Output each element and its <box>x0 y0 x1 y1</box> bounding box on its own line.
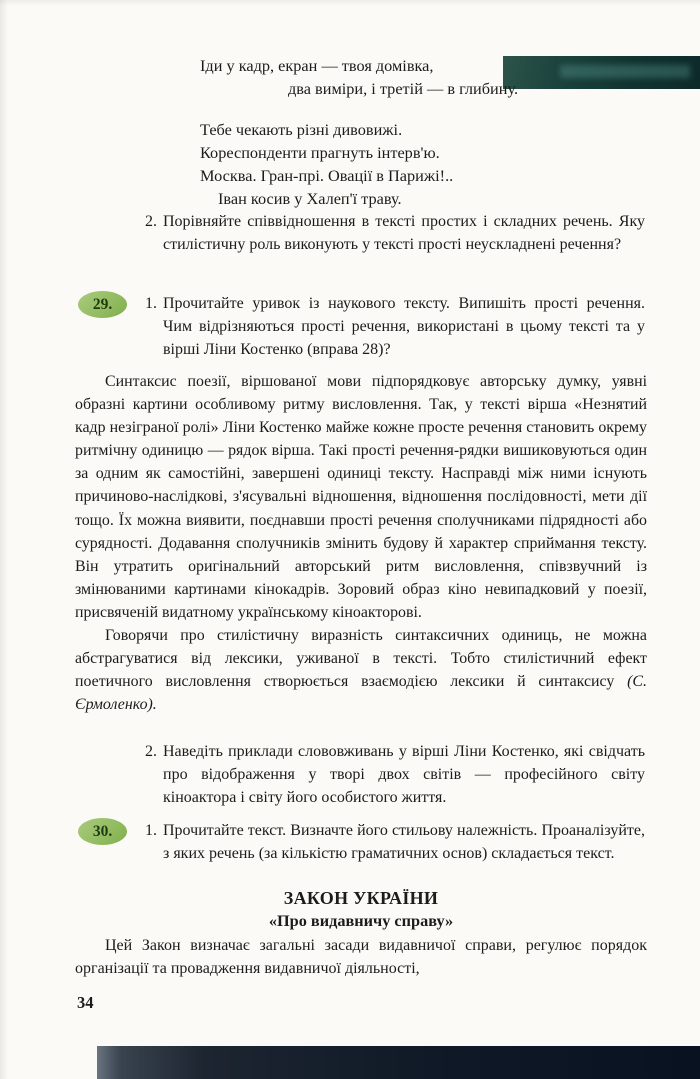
task-text: Наведіть приклади слововживань у вірші Ліни Костенко, які свідчать про відображення у творі двох світів — професійного світу кіноактора і світу його особистого життя. <box>163 743 645 806</box>
exercise30-task1 <box>145 819 645 865</box>
law-subtitle: «Про видавничу справу» <box>268 911 454 930</box>
exercise29-badge: 29. <box>78 291 127 318</box>
science-text-excerpt <box>75 370 647 716</box>
task-number: 1. <box>145 295 157 312</box>
task-text: Порівняйте співвідношення в тексті простих і складних речень. Яку стилістичну роль виконують у тексті прості неускладнені речення? <box>163 213 645 253</box>
poem-line: Тебе чекають різні дивовижі. <box>200 120 403 139</box>
law-title: ЗАКОН УКРАЇНИ <box>283 888 439 908</box>
poem-line: Москва. Гран-прі. Овації в Парижі!.. <box>200 166 454 185</box>
exercise28-task2 <box>145 210 645 256</box>
excerpt-attribution: (С. Єрмоленко). <box>75 673 647 714</box>
excerpt-paragraph-2 <box>75 624 647 716</box>
poem-line: Кореспонденти прагнуть інтерв'ю. <box>200 143 440 162</box>
poem-line: Іван косив у Халеп'ї траву. <box>218 189 402 208</box>
exercise29-task1 <box>145 292 645 361</box>
poem-stanza-1 <box>200 54 600 100</box>
exercise29-task2 <box>145 740 645 809</box>
law-paragraph: Цей Закон визначає загальні засади видавничої справи, регулює порядок організації та провадження видавничої діяльності, <box>75 937 647 977</box>
poem-line: Іди у кадр, екран — твоя домівка, <box>200 56 434 75</box>
task-number: 1. <box>145 822 157 839</box>
poem-stanza-2 <box>200 118 600 210</box>
page-number: 34 <box>77 993 94 1012</box>
task-number: 2. <box>145 743 157 760</box>
excerpt-paragraph-2-text: Говорячи про стилістичну виразність синтаксичних одиниць, не можна абстрагуватися від лексики, уживаної в тексті. Тобто стилістичний ефект поетичного висловлення створюється взаємодією лексики й синтаксису <box>75 627 647 691</box>
excerpt-paragraph-1: Синтаксис поезії, віршованої мови підпорядковує авторську думку, уявні образні картини особливому ритму висловлення. Так, у тексті вірша «Незнятий кадр незіграної ролі» Ліни Костенко майже кожне просте речення становить окрему ритмічну одиницю — рядок вірша. Такі прості речення-рядки вишиковуються один за одним як самостійні, завершені одиниці тексту. Насправді між ними існують причиново-наслідкові, з'ясувальні відношення, відношення послідовності, мети дії тощо. Їх можна виявити, поєднавши прості речення сполучниками підрядності або сурядності. Додавання сполучників змінить будову й характер сприймання тексту. Він утратить оригінальний авторський ритм висловлення, співзвучний із змінюваними картинами кінокадрів. Зоровий образ кіно невипадковий у поезії, присвяченій видатному українському кіноакторові. <box>75 373 647 621</box>
exercise30-badge: 30. <box>78 818 127 845</box>
task-text: Прочитайте текст. Визначте його стильову належність. Проаналізуйте, з яких речень (за кількістю граматичних основ) складається текст. <box>163 822 645 862</box>
poem-line: два виміри, і третій — в глибину. <box>288 79 519 98</box>
task-text: Прочитайте уривок із наукового тексту. Випишіть прості речення. Чим відрізняються прості речення, використані в цьому тексті та у вірші Ліни Костенко (вправа 28)? <box>163 295 645 358</box>
task-number: 2. <box>145 213 157 230</box>
scan-artifact-bottom <box>97 1046 700 1079</box>
